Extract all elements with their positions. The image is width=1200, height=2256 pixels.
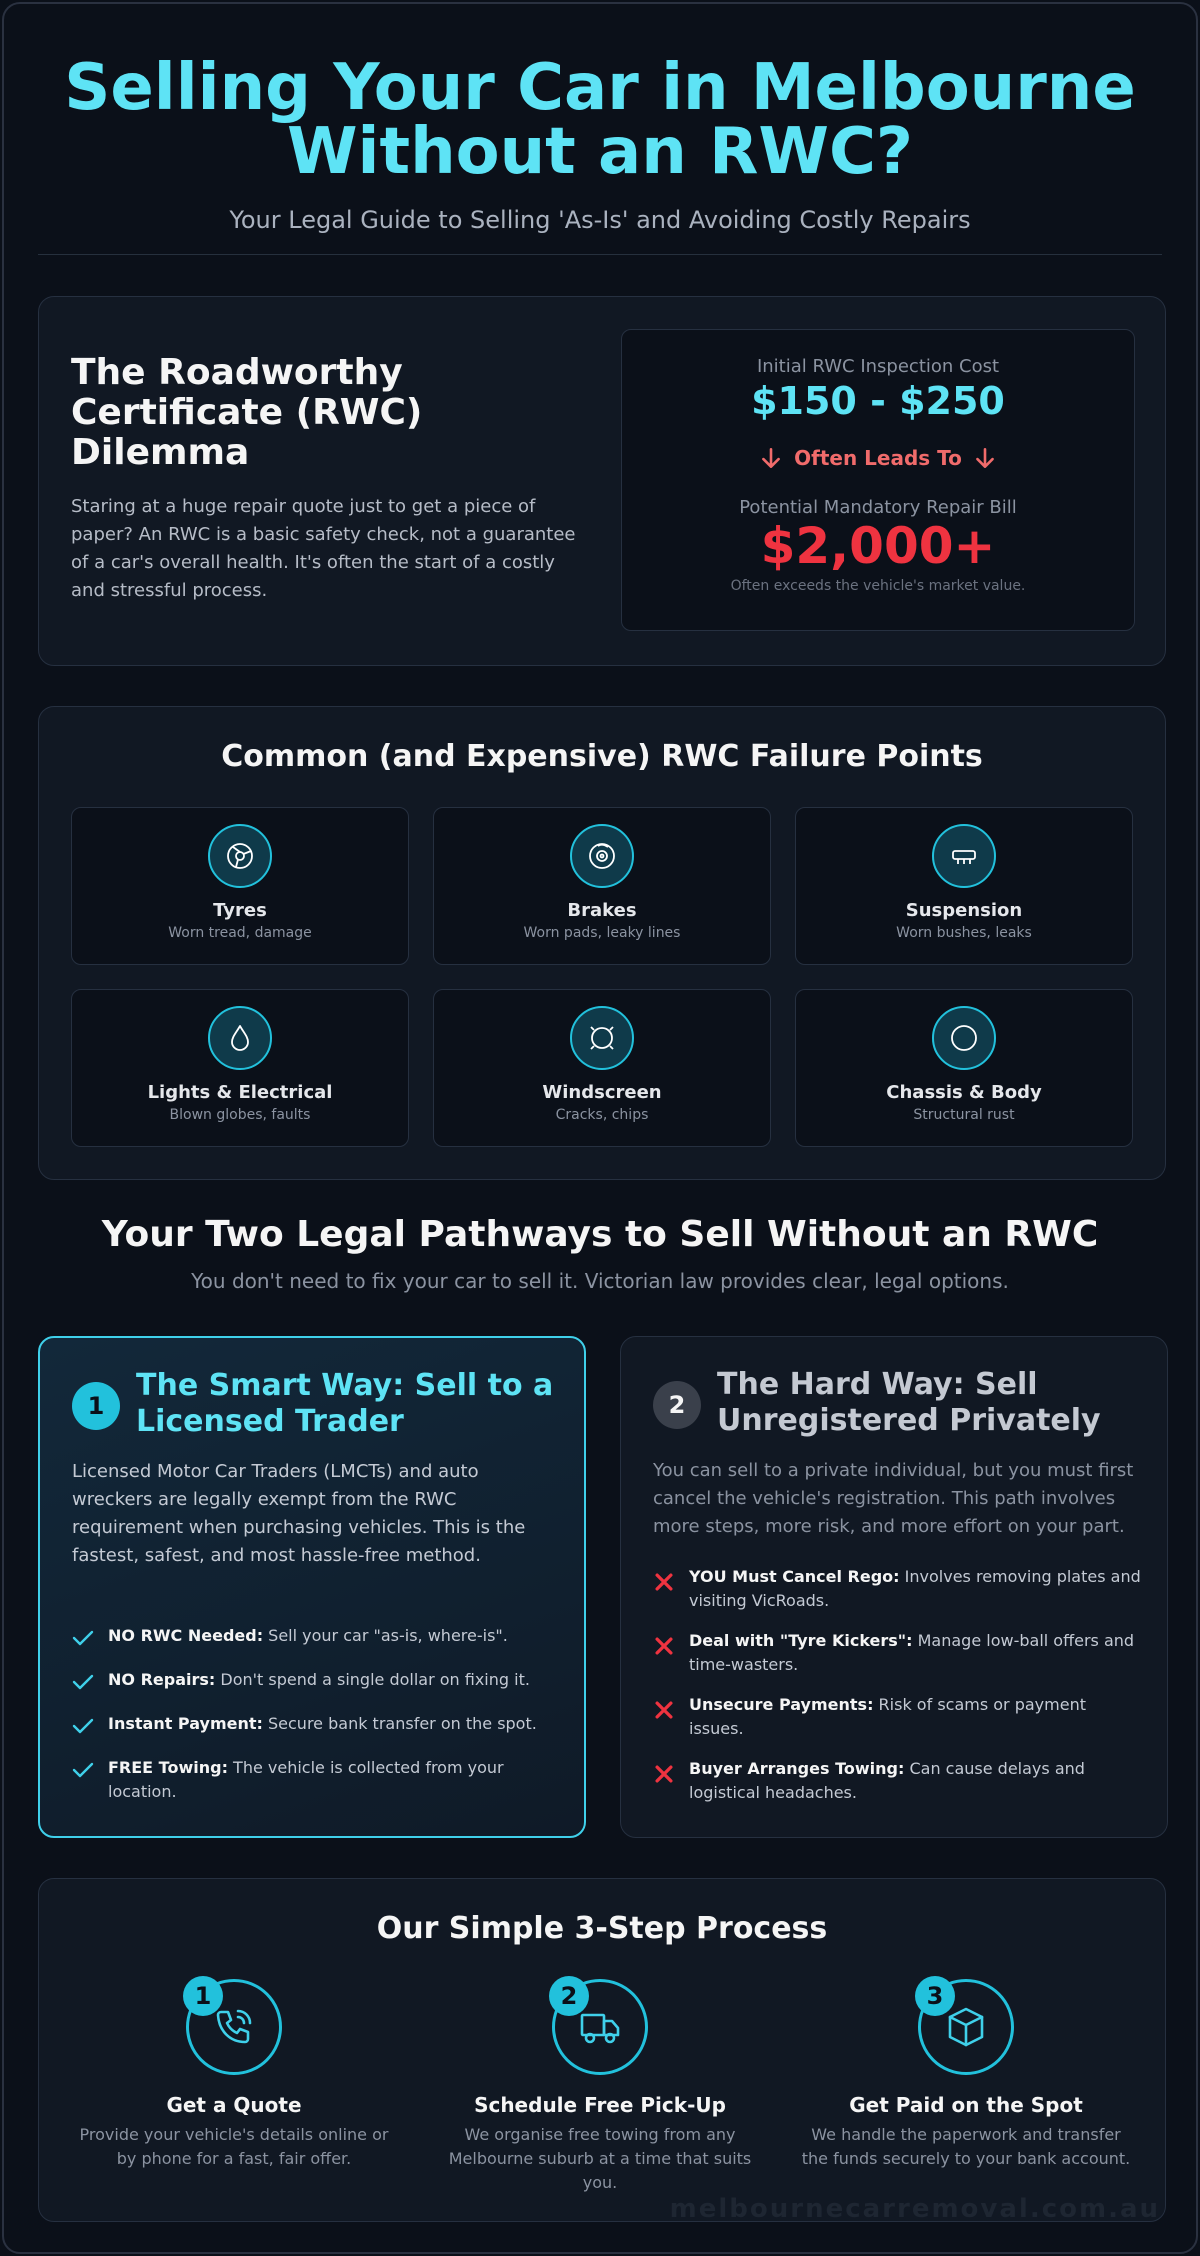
- benefit-item: [72, 1668, 562, 1692]
- hard-way-card: [620, 1336, 1168, 1838]
- drawback-text: Involves removing plates and visiting VicRoads.: [689, 1567, 1141, 1610]
- drawback-item: [653, 1629, 1143, 1677]
- failure-sub: Worn bushes, leaks: [896, 925, 1032, 941]
- step-title: Get a Quote: [166, 2093, 302, 2117]
- check-icon: [72, 1674, 94, 1690]
- benefit-item: [72, 1712, 562, 1736]
- step-title: Schedule Free Pick-Up: [474, 2093, 726, 2117]
- failure-title: Lights & Electrical: [147, 1082, 333, 1103]
- check-icon: [72, 1718, 94, 1734]
- dilemma-text: Staring at a huge repair quote just to get a piece of paper? An RWC is a basic safety check, not a guarantee of a car's overall health. It's often the start of a costly and stressful process.: [71, 496, 576, 601]
- failure-sub: Worn tread, damage: [168, 925, 312, 941]
- failure-title: Chassis & Body: [886, 1082, 1042, 1103]
- benefit-bold: Instant Payment:: [108, 1714, 263, 1733]
- pathway-number-badge: 2: [653, 1381, 701, 1429]
- suspension-icon: [932, 824, 996, 888]
- benefit-item: [72, 1624, 562, 1648]
- box-icon: [918, 1979, 1014, 2075]
- inspection-cost-label: Initial RWC Inspection Cost: [756, 356, 1000, 377]
- inspection-cost-value: $150 - $250: [751, 379, 1005, 423]
- infographic-frame: [2, 2, 1198, 2254]
- leads-to-label: Often Leads To: [794, 446, 962, 470]
- smart-way-title: The Smart Way: Sell to a Licensed Trader: [136, 1368, 554, 1439]
- failure-title: Suspension: [905, 900, 1023, 921]
- benefit-text: Sell your car "as-is, where-is".: [263, 1626, 508, 1645]
- cost-comparison-box: [621, 329, 1135, 631]
- smart-way-card: [38, 1336, 586, 1838]
- drawback-bold: Unsecure Payments:: [689, 1695, 874, 1714]
- failure-tile-lights: [71, 989, 409, 1147]
- failure-points-card: [38, 706, 1166, 1180]
- circle-icon: [932, 1006, 996, 1070]
- repair-bill-value: $2,000+: [760, 517, 996, 575]
- drop-icon: [208, 1006, 272, 1070]
- failure-tile-windscreen: [433, 989, 771, 1147]
- failure-tile-suspension: [795, 807, 1133, 965]
- smart-way-description: Licensed Motor Car Traders (LMCTs) and auto wreckers are legally exempt from the RWC requirement when purchasing vehicles. This is the fastest, safest, and most hassle-free method.: [72, 1461, 526, 1566]
- smart-way-benefits: [72, 1624, 562, 1824]
- benefit-item: [72, 1756, 562, 1804]
- drawback-text: Risk of scams or payment issues.: [689, 1695, 1086, 1738]
- failure-tile-brakes: [433, 807, 771, 965]
- benefit-text: The vehicle is collected from your location.: [108, 1758, 504, 1801]
- failure-sub: Structural rust: [913, 1107, 1015, 1123]
- failure-title: Windscreen: [542, 1082, 662, 1103]
- step-number-badge: 1: [183, 1976, 223, 2016]
- process-step-2: [435, 1979, 765, 2195]
- step-number-badge: 3: [915, 1976, 955, 2016]
- failure-title: Brakes: [567, 900, 637, 921]
- watermark: melbournecarremoval.com.au: [669, 2194, 1160, 2224]
- process-step-1: [69, 1979, 399, 2171]
- process-card: [38, 1878, 1166, 2222]
- benefit-text: Don't spend a single dollar on fixing it.: [215, 1670, 530, 1689]
- rwc-dilemma-card: [38, 296, 1166, 666]
- page-title: [4, 51, 1196, 189]
- drawback-bold: Buyer Arranges Towing:: [689, 1759, 905, 1778]
- process-step-3: [801, 1979, 1131, 2171]
- dilemma-title: The Roadworthy Certificate (RWC) Dilemma: [71, 352, 423, 473]
- arrow-down-icon: [758, 445, 784, 471]
- failure-sub: Worn pads, leaky lines: [523, 925, 681, 941]
- cross-icon: [653, 1571, 675, 1593]
- cross-icon: [653, 1635, 675, 1657]
- check-icon: [72, 1762, 94, 1778]
- step-description: We handle the paperwork and transfer the funds securely to your bank account.: [801, 2125, 1131, 2168]
- failure-title: Tyres: [213, 900, 267, 921]
- step-description: Provide your vehicle's details online or by phone for a fast, fair offer.: [79, 2125, 389, 2168]
- windscreen-icon: [570, 1006, 634, 1070]
- drawback-bold: Deal with "Tyre Kickers":: [689, 1631, 913, 1650]
- hard-way-title: The Hard Way: Sell Unregistered Privately: [717, 1367, 1101, 1438]
- process-title: Our Simple 3-Step Process: [376, 1911, 828, 1946]
- cross-icon: [653, 1763, 675, 1785]
- title-line-2: Without an RWC?: [286, 115, 914, 189]
- hero: [4, 4, 1196, 234]
- step-description: We organise free towing from any Melbourne suburb at a time that suits you.: [448, 2125, 752, 2192]
- pathways-section: [4, 1214, 1196, 1293]
- repair-bill-note: Often exceeds the vehicle's market value.: [730, 578, 1026, 594]
- hard-way-description: You can sell to a private individual, but you must first cancel the vehicle's registration. This path involves more steps, more risk, and more effort on your part.: [653, 1460, 1134, 1537]
- repair-bill-label: Potential Mandatory Repair Bill: [739, 497, 1017, 518]
- failure-tile-tyres: [71, 807, 409, 965]
- pathways-title: Your Two Legal Pathways to Sell Without an RWC: [101, 1214, 1099, 1255]
- benefit-text: Secure bank transfer on the spot.: [262, 1714, 537, 1733]
- tyre-icon: [208, 824, 272, 888]
- benefit-bold: FREE Towing:: [108, 1758, 228, 1777]
- title-line-1: Selling Your Car in Melbourne: [64, 51, 1136, 125]
- page-subtitle: Your Legal Guide to Selling 'As-Is' and Avoiding Costly Repairs: [229, 206, 971, 234]
- leads-to-row: [622, 445, 1134, 471]
- check-icon: [72, 1630, 94, 1646]
- failure-sub: Cracks, chips: [555, 1107, 649, 1123]
- pathway-number-badge: 1: [72, 1382, 120, 1430]
- truck-icon: [552, 1979, 648, 2075]
- drawback-text: Manage low-ball offers and time-wasters.: [689, 1631, 1135, 1674]
- drawback-text: Can cause delays and logistical headaches.: [689, 1759, 1085, 1802]
- brake-icon: [570, 824, 634, 888]
- benefit-bold: NO Repairs:: [108, 1670, 216, 1689]
- drawback-item: [653, 1693, 1143, 1741]
- drawback-bold: YOU Must Cancel Rego:: [689, 1567, 900, 1586]
- failure-tile-chassis: [795, 989, 1133, 1147]
- pathways-subtitle: You don't need to fix your car to sell it. Victorian law provides clear, legal options.: [191, 1269, 1009, 1293]
- cross-icon: [653, 1699, 675, 1721]
- drawback-item: [653, 1565, 1143, 1613]
- step-title: Get Paid on the Spot: [849, 2093, 1083, 2117]
- failure-points-title: Common (and Expensive) RWC Failure Points: [221, 739, 983, 774]
- phone-icon: [186, 1979, 282, 2075]
- benefit-bold: NO RWC Needed:: [108, 1626, 264, 1645]
- header-divider: [38, 254, 1162, 255]
- hard-way-drawbacks: [653, 1565, 1143, 1821]
- arrow-down-icon: [972, 445, 998, 471]
- drawback-item: [653, 1757, 1143, 1805]
- step-number-badge: 2: [549, 1976, 589, 2016]
- failure-sub: Blown globes, faults: [169, 1107, 311, 1123]
